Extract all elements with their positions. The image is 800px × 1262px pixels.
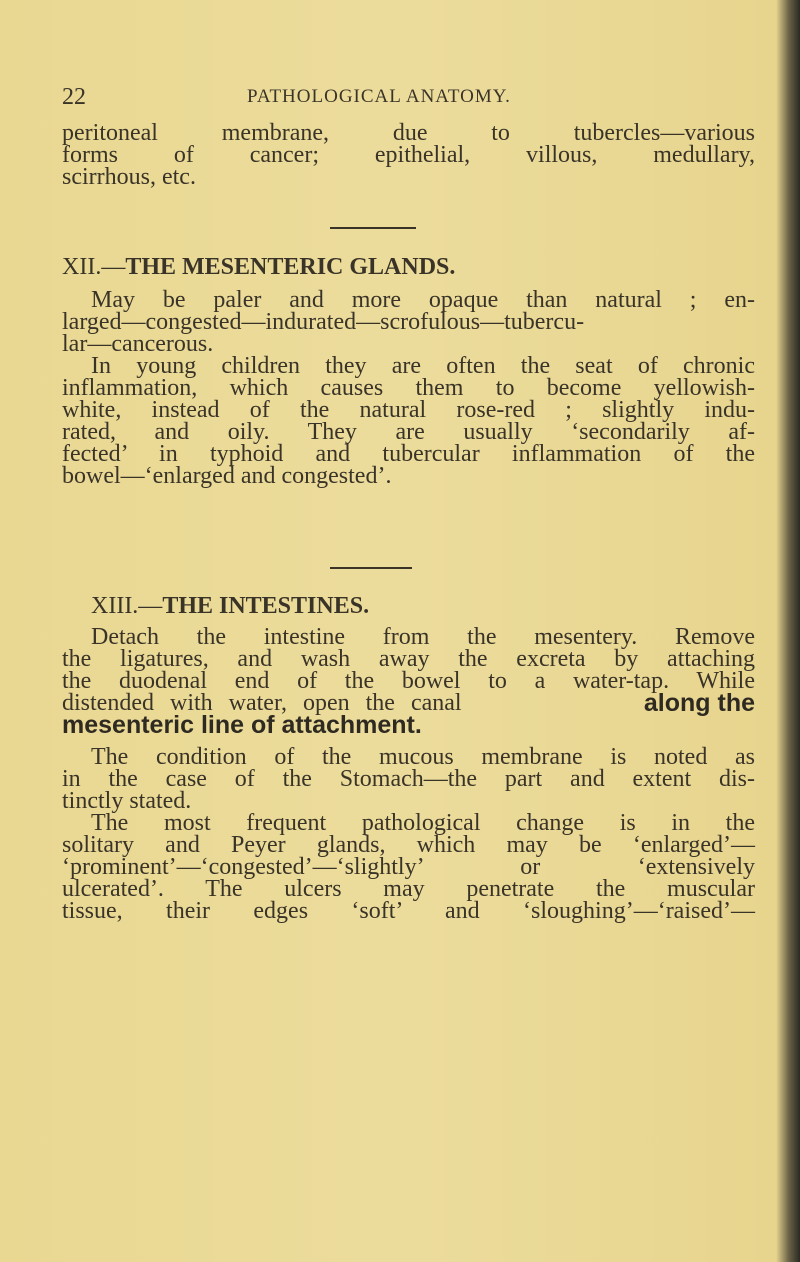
section-divider <box>330 567 412 569</box>
text-line: The condition of the mucous membrane is noted as <box>91 744 755 770</box>
text-line: forms of cancer; epithelial, villous, medullary, <box>62 142 755 168</box>
text-line: Detach the intestine from the mesentery. Remove <box>91 624 755 650</box>
running-title: PATHOLOGICAL ANATOMY. <box>247 86 511 107</box>
text-line: The most frequent pathological change is in the <box>91 810 755 836</box>
text-line: white, instead of the natural rose-red ; slightly indu- <box>62 397 755 423</box>
text-line: ‘prominent’—‘congested’—‘slightly’ or ‘extensively <box>62 854 755 880</box>
section-title: THE MESENTERIC GLANDS. <box>125 254 456 280</box>
bold-text-run: along the <box>643 689 755 717</box>
section-title: THE INTESTINES. <box>162 593 370 619</box>
text-run: distended with water, open the canal <box>62 690 462 716</box>
text-line: In young children they are often the seat of chronic <box>91 353 755 379</box>
text-line: peritoneal membrane, due to tubercles—various <box>62 120 755 146</box>
text-line: tissue, their edges ‘soft’ and ‘sloughing’—‘raised’— <box>62 898 755 924</box>
text-line: fected’ in typhoid and tubercular inflammation of the <box>62 441 755 467</box>
text-line: inflammation, which causes them to become yellowish- <box>62 375 755 401</box>
text-line: tinctly stated. <box>62 788 192 814</box>
text-line: May be paler and more opaque than natural ; en- <box>91 287 755 313</box>
section-numeral: XIII.— <box>91 593 163 619</box>
text-line: larged—congested—indurated—scrofulous—tubercu- <box>62 309 585 335</box>
text-line: the ligatures, and wash away the excreta by attaching <box>62 646 755 672</box>
text-line: lar—cancerous. <box>62 331 214 357</box>
bold-text-line: mesenteric line of attachment. <box>62 711 422 739</box>
section-numeral: XII.— <box>62 254 126 280</box>
page-number: 22 <box>62 84 86 110</box>
text-line: ulcerated’. The ulcers may penetrate the muscular <box>62 876 755 902</box>
section-heading-xii <box>62 254 455 280</box>
text-line: rated, and oily. They are usually ‘secondarily af- <box>62 419 755 445</box>
text-line: the duodenal end of the bowel to a water-tap. While <box>62 668 755 694</box>
text-line: in the case of the Stomach—the part and extent dis- <box>62 766 755 792</box>
text-line: scirrhous, etc. <box>62 164 196 190</box>
text-line: bowel—‘enlarged and congested’. <box>62 463 392 489</box>
text-line: solitary and Peyer glands, which may be ‘enlarged’— <box>62 832 755 858</box>
section-divider <box>330 227 416 229</box>
section-heading-xiii <box>91 593 369 619</box>
